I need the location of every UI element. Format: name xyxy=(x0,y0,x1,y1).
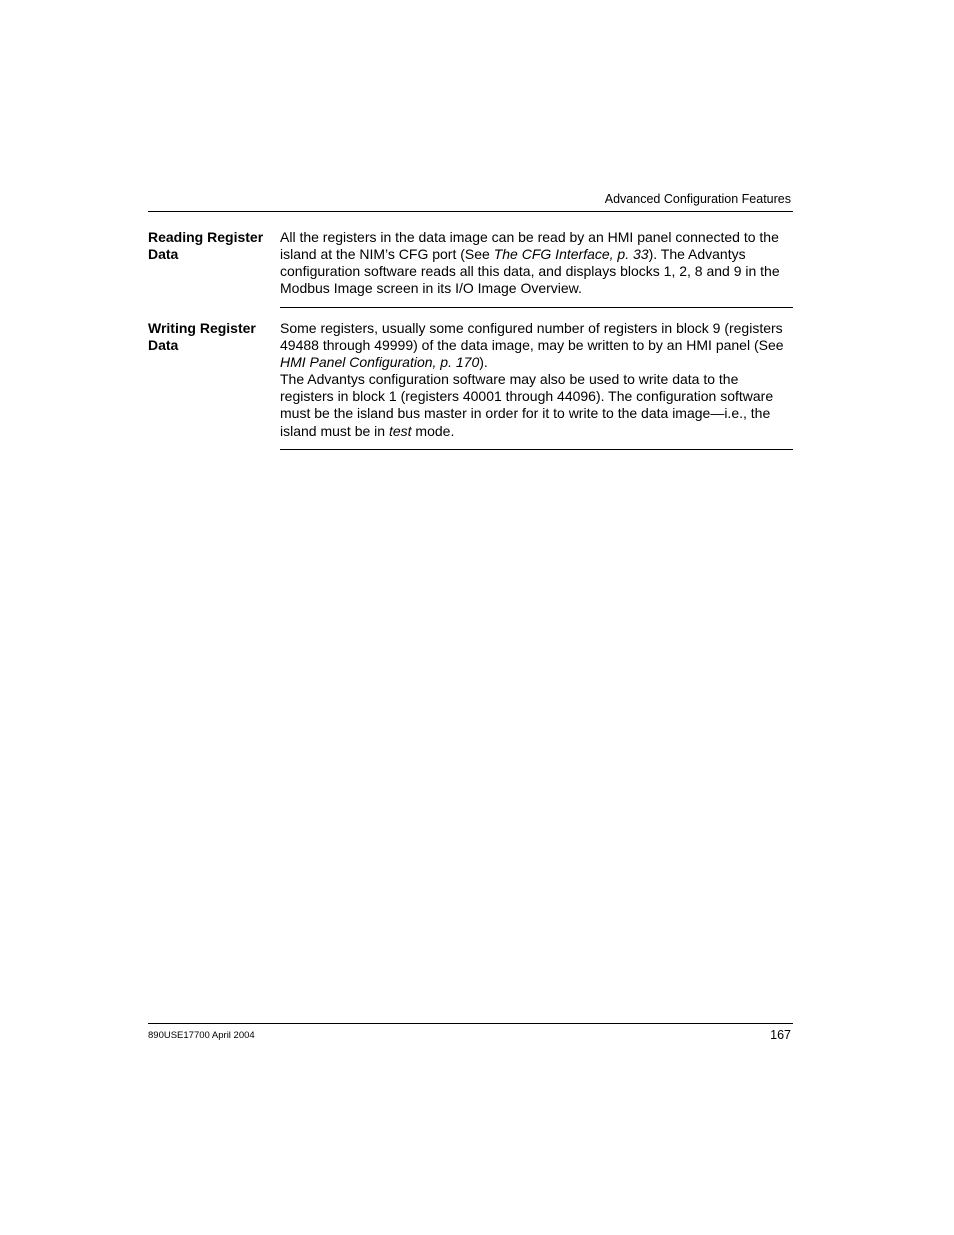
text-run: mode. xyxy=(411,422,455,439)
section-divider xyxy=(280,307,793,308)
section-body xyxy=(280,229,793,297)
section-divider xyxy=(280,449,793,450)
page-number: 167 xyxy=(770,1028,791,1042)
text-run: Some registers, usually some configured number of registers in block 9 (registers 49488 through 49999) of the data image, may be written to by an HMI panel (See xyxy=(280,320,784,354)
text-run: All the registers in the data image can be read by an HMI panel connected to the island at the NIM’s CFG port (See xyxy=(280,229,779,263)
section-reading-register-data xyxy=(148,229,793,311)
section-writing-register-data xyxy=(148,320,793,452)
emphasis-text: test xyxy=(388,422,412,439)
section-label: Reading Register Data xyxy=(148,229,264,262)
page-header xyxy=(148,190,793,212)
header-title: Advanced Configuration Features xyxy=(604,192,791,206)
footer-document-id: 890USE17700 April 2004 xyxy=(148,1030,255,1041)
footer-divider xyxy=(148,1023,793,1024)
paragraph xyxy=(280,229,793,297)
section-label: Writing Register Data xyxy=(148,320,256,353)
cross-reference-link[interactable]: The CFG Interface, p. 33 xyxy=(493,246,649,263)
text-run: The Advantys configuration software may also be used to write data to the registers in block 1 (registers 40001 through 44096). The configuration software must be the island bus master in order for it to write to the data image—i.e., the island must be in xyxy=(280,371,774,439)
section-body xyxy=(280,320,793,440)
paragraph xyxy=(280,320,793,371)
text-run: ). xyxy=(479,354,488,371)
cross-reference-link[interactable]: HMI Panel Configuration, p. 170 xyxy=(280,354,480,371)
paragraph xyxy=(280,371,793,439)
text-run: ). The Advantys configuration software reads all this data, and displays blocks 1, 2, 8 and 9 in the Modbus Image screen in its I/O Image Overview. xyxy=(280,246,780,297)
